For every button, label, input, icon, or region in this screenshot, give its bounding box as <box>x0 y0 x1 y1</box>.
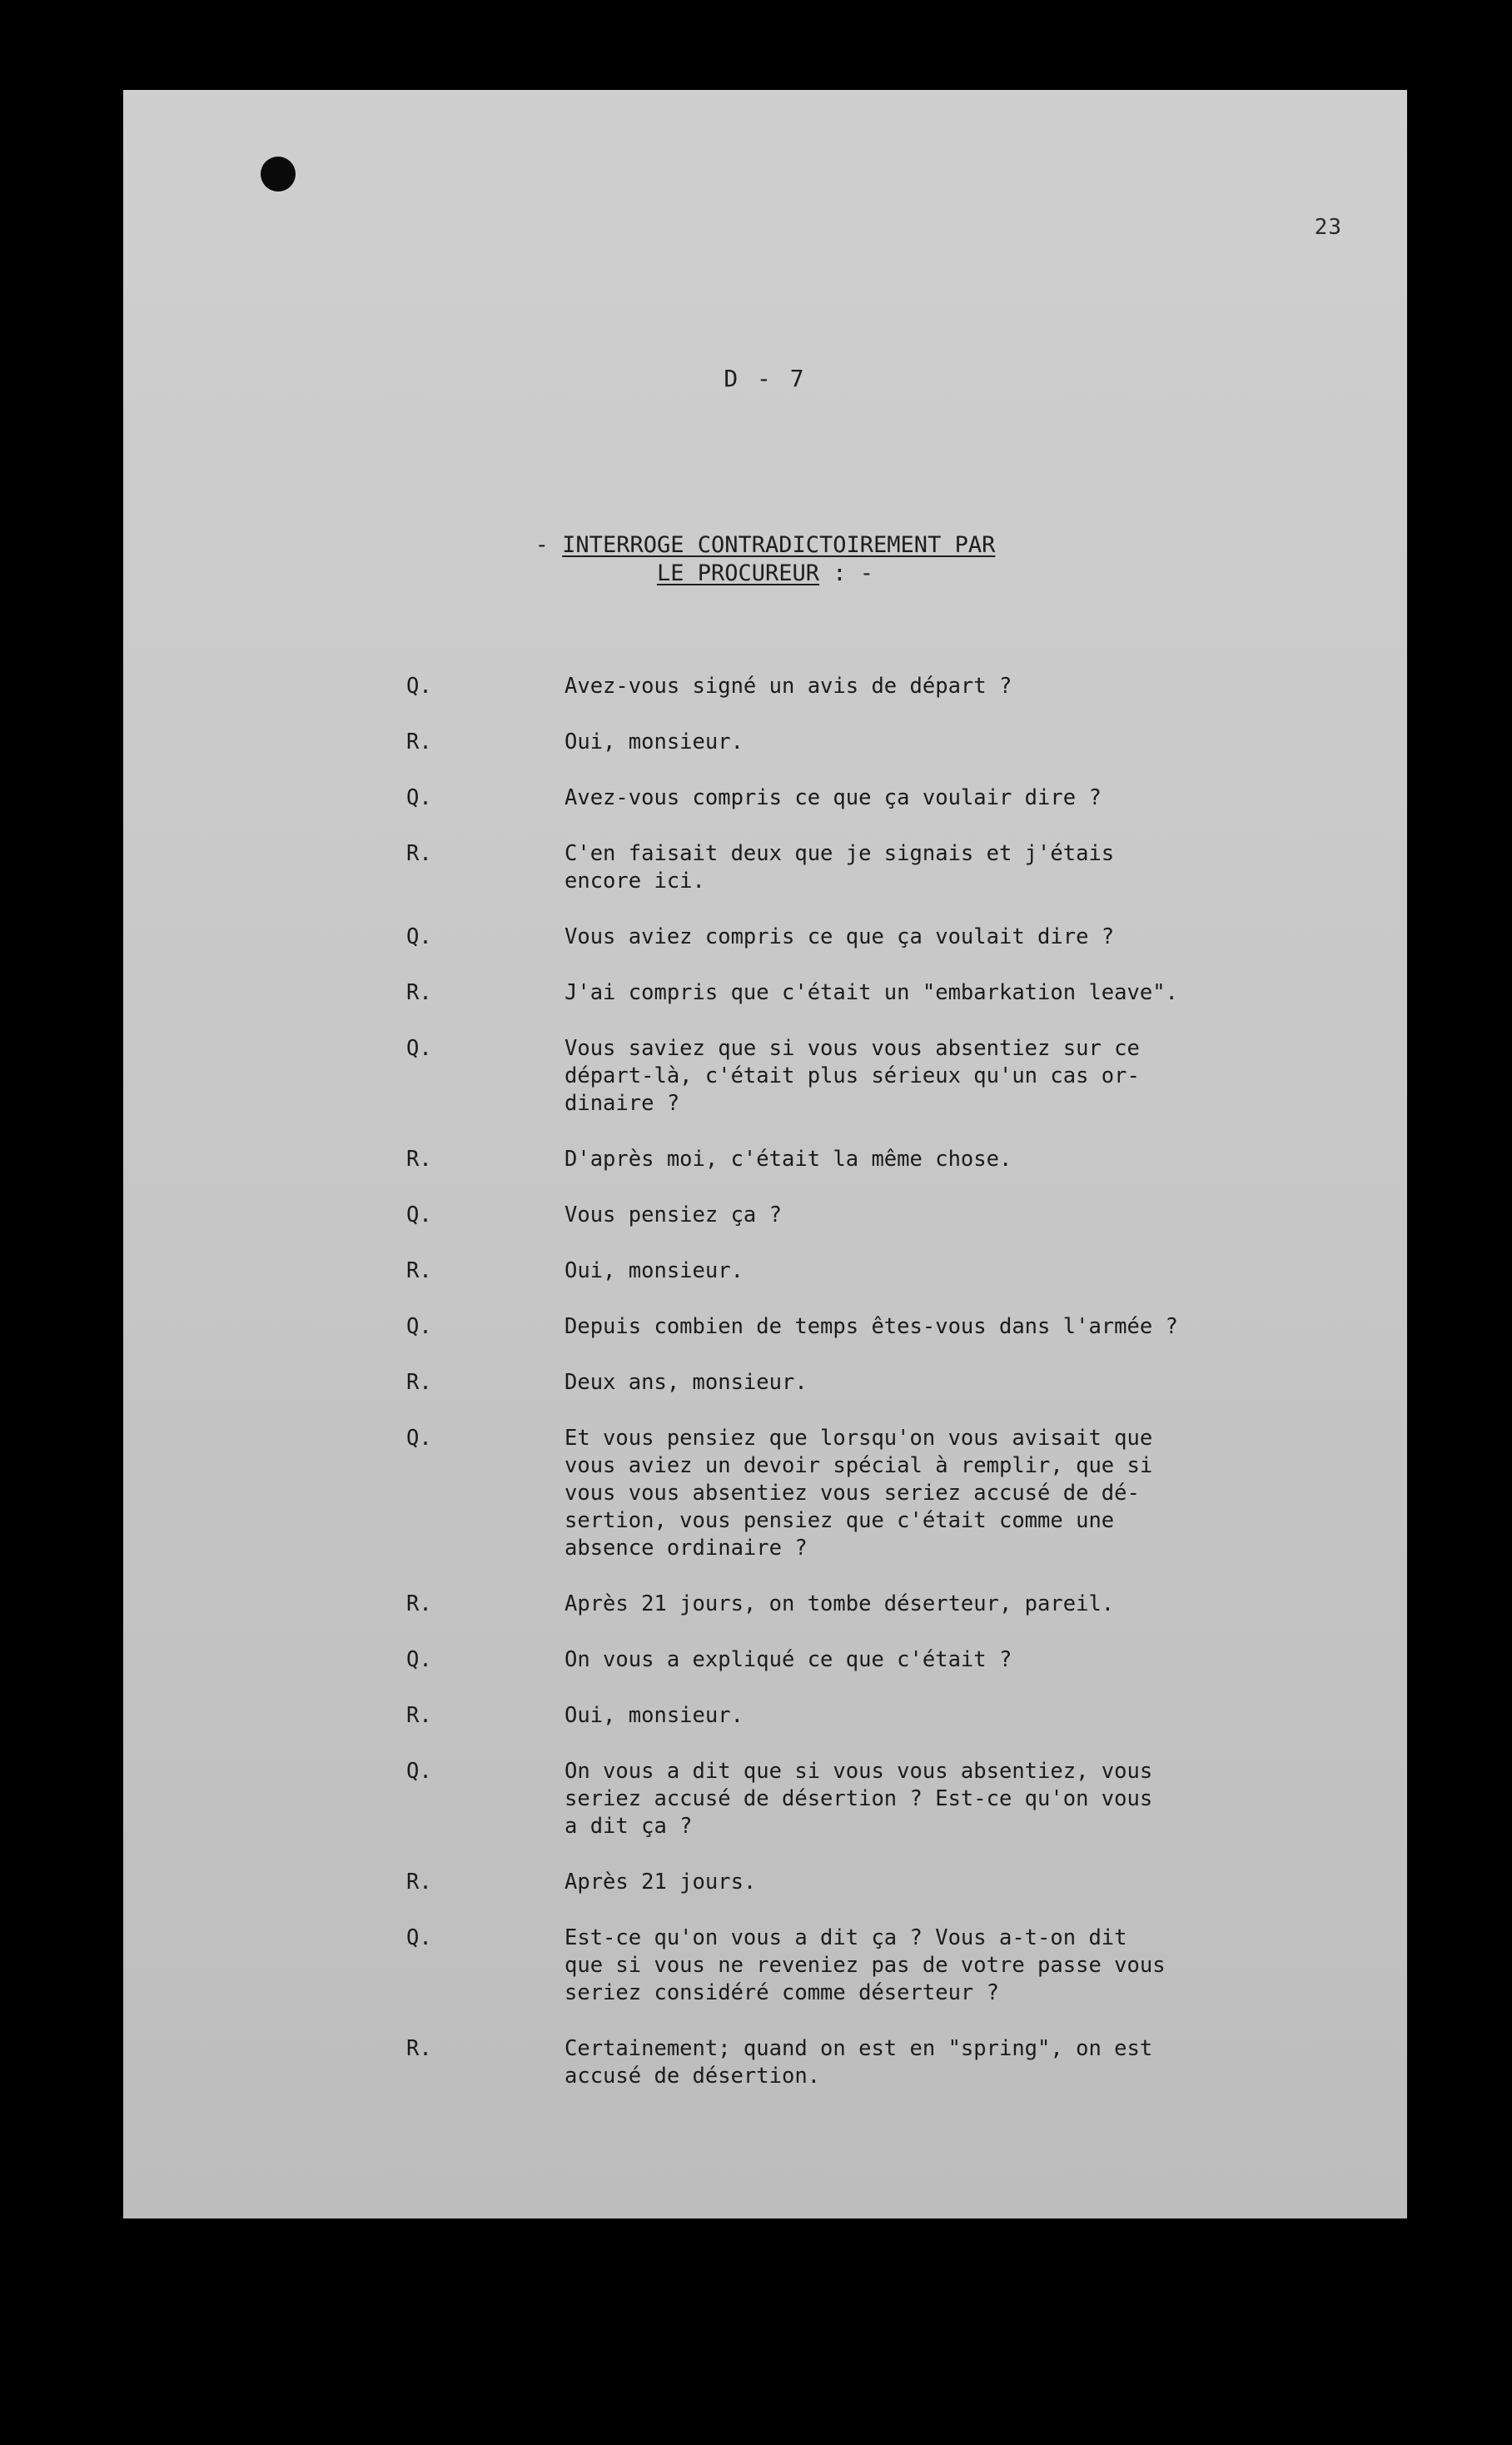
transcript-row <box>123 924 1407 951</box>
heading-dash: - <box>535 532 563 558</box>
speaker-label: Q. <box>406 1203 432 1227</box>
transcript-text: Oui, monsieur. <box>565 730 744 754</box>
speaker-label: R. <box>406 1370 432 1395</box>
speaker-label: Q. <box>406 1759 432 1784</box>
speaker-label: R. <box>406 2036 432 2061</box>
transcript-row <box>123 729 1407 756</box>
document-page <box>123 90 1407 2218</box>
speaker-label: Q. <box>406 1647 432 1672</box>
speaker-label: Q. <box>406 674 432 699</box>
speaker-label: Q. <box>406 1036 432 1061</box>
transcript-text: D'après moi, c'était la même chose. <box>565 1147 1012 1172</box>
transcript-row <box>123 1591 1407 1618</box>
transcript-text: J'ai compris que c'était un "embarkation leave". <box>565 980 1178 1005</box>
transcript-row <box>123 840 1407 895</box>
transcript-text: Et vous pensiez que lorsqu'on vous avisait que vous aviez un devoir spécial à remplir, que si vous vous absentiez vous seriez accusé de dé- sertion, vous pensiez que c'était comme une absence ordinaire ? <box>565 1426 1153 1561</box>
speaker-label: Q. <box>406 924 432 949</box>
transcript-row <box>123 1035 1407 1118</box>
speaker-label: R. <box>406 980 432 1005</box>
transcript-text: Oui, monsieur. <box>565 1258 744 1283</box>
transcript-row <box>123 1702 1407 1730</box>
transcript-text: Vous aviez compris ce que ça voulait dire ? <box>565 924 1115 949</box>
speaker-label: Q. <box>406 1925 432 1950</box>
heading-text-1: INTERROGE CONTRADICTOIREMENT PAR <box>562 532 996 558</box>
speaker-label: R. <box>406 730 432 754</box>
heading-line-1 <box>123 531 1407 560</box>
document-reference: D - 7 <box>724 365 807 392</box>
heading-suffix: : - <box>819 560 874 586</box>
transcript-text: Depuis combien de temps êtes-vous dans l'armée ? <box>565 1314 1178 1339</box>
transcript-row <box>123 673 1407 700</box>
transcript-text: Après 21 jours, on tombe déserteur, pareil. <box>565 1591 1115 1616</box>
transcript-row <box>123 1425 1407 1562</box>
transcript-row <box>123 1646 1407 1674</box>
speaker-label: Q. <box>406 785 432 810</box>
transcript-text: Avez-vous signé un avis de départ ? <box>565 674 1012 699</box>
transcript <box>123 673 1407 2090</box>
speaker-label: R. <box>406 1258 432 1283</box>
speaker-label: R. <box>406 1870 432 1895</box>
speaker-label: Q. <box>406 1314 432 1339</box>
transcript-text: On vous a expliqué ce que c'était ? <box>565 1647 1012 1672</box>
transcript-text: On vous a dit que si vous vous absentiez, vous seriez accusé de désertion ? Est-ce qu'on vous a dit ça ? <box>565 1759 1153 1839</box>
transcript-text: C'en faisait deux que je signais et j'étais encore ici. <box>565 841 1115 894</box>
transcript-text: Est-ce qu'on vous a dit ça ? Vous a-t-on dit que si vous ne reveniez pas de votre passe vous seriez considéré comme déserteur ? <box>565 1925 1166 2005</box>
transcript-text: Certainement; quand on est en "spring", on est accusé de désertion. <box>565 2036 1153 2089</box>
speaker-label: R. <box>406 1703 432 1728</box>
page-number: 23 <box>1314 215 1342 240</box>
heading-text-2: LE PROCUREUR <box>656 560 820 586</box>
transcript-row <box>123 1257 1407 1285</box>
punch-hole <box>261 157 296 192</box>
transcript-row <box>123 1369 1407 1397</box>
transcript-text: Vous saviez que si vous vous absentiez sur ce départ-là, c'était plus sérieux qu'un cas or- dinaire ? <box>565 1036 1140 1116</box>
transcript-row <box>123 979 1407 1007</box>
section-heading <box>123 531 1407 588</box>
transcript-text: Deux ans, monsieur. <box>565 1370 808 1395</box>
transcript-row <box>123 1925 1407 2007</box>
transcript-row <box>123 1202 1407 1229</box>
transcript-row <box>123 1146 1407 1173</box>
speaker-label: R. <box>406 1147 432 1172</box>
heading-line-2 <box>123 560 1407 588</box>
transcript-row <box>123 784 1407 812</box>
transcript-row <box>123 1869 1407 1896</box>
transcript-text: Avez-vous compris ce que ça voulair dire ? <box>565 785 1102 810</box>
speaker-label: Q. <box>406 1426 432 1451</box>
transcript-row <box>123 2035 1407 2090</box>
transcript-row <box>123 1758 1407 1840</box>
speaker-label: R. <box>406 1591 432 1616</box>
transcript-row <box>123 1313 1407 1341</box>
transcript-text: Vous pensiez ça ? <box>565 1203 782 1227</box>
transcript-text: Après 21 jours. <box>565 1870 757 1895</box>
transcript-text: Oui, monsieur. <box>565 1703 744 1728</box>
speaker-label: R. <box>406 841 432 866</box>
